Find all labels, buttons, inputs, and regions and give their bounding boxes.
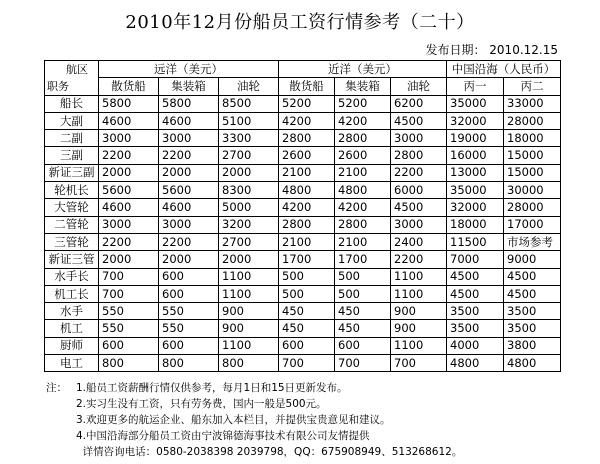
- wage-cell: 600: [159, 285, 219, 302]
- wage-cell: 3500: [447, 320, 504, 337]
- note-item: 3.欢迎更多的航运企业、船东加入本栏目，并提供宝贵意见和建议。: [76, 414, 391, 426]
- ship-type-header: 丙二: [504, 78, 561, 95]
- wage-cell: 32000: [447, 112, 504, 129]
- wage-cell: 450: [335, 320, 391, 337]
- wage-cell: 1700: [335, 251, 391, 268]
- wage-cell: 700: [391, 355, 447, 372]
- wage-cell: 2000: [219, 251, 279, 268]
- wage-cell: 1100: [219, 285, 279, 302]
- wage-cell: 500: [335, 285, 391, 302]
- wage-cell: 2000: [159, 164, 219, 181]
- wage-cell: 550: [99, 303, 159, 320]
- table-row: [45, 199, 561, 216]
- wage-cell: 2000: [159, 251, 219, 268]
- table-row: [45, 182, 561, 199]
- ship-type-header: 集装箱: [159, 78, 219, 95]
- wage-cell: 28000: [504, 112, 561, 129]
- role-cell: 电工: [45, 355, 99, 372]
- wage-cell: 2200: [159, 233, 219, 250]
- wage-cell: 2000: [99, 164, 159, 181]
- publish-date: 发布日期： 2010.12.15: [425, 43, 558, 57]
- note-item: 2.实习生没有工资，只有劳务费，国内一般是500元。: [76, 398, 327, 410]
- wage-cell: 2800: [279, 216, 335, 233]
- wage-cell: 4600: [99, 199, 159, 216]
- wage-cell: 700: [99, 268, 159, 285]
- role-cell: 大管轮: [45, 199, 99, 216]
- wage-cell: 5200: [335, 95, 391, 112]
- role-cell: 大副: [45, 112, 99, 129]
- wage-cell: 3000: [99, 216, 159, 233]
- wage-cell: 35000: [447, 95, 504, 112]
- wage-cell: 3000: [159, 216, 219, 233]
- wage-cell: 2100: [335, 233, 391, 250]
- wage-cell: 450: [335, 303, 391, 320]
- table-row: [45, 216, 561, 233]
- wage-cell: 15000: [504, 164, 561, 181]
- wage-cell: 4200: [335, 112, 391, 129]
- wage-cell: 4200: [335, 199, 391, 216]
- ship-type-header: 油轮: [219, 78, 279, 95]
- role-cell: 新证三管: [45, 251, 99, 268]
- role-cell: 轮机长: [45, 182, 99, 199]
- wage-cell: 900: [391, 320, 447, 337]
- wage-cell: 1100: [219, 268, 279, 285]
- wage-cell: 2800: [391, 147, 447, 164]
- wage-cell: 2100: [335, 164, 391, 181]
- wage-cell: 2000: [99, 251, 159, 268]
- wage-cell: 900: [219, 303, 279, 320]
- wage-cell: 28000: [504, 199, 561, 216]
- wage-cell: 3300: [219, 130, 279, 147]
- wage-cell: 4500: [504, 285, 561, 302]
- wage-cell: 5800: [159, 95, 219, 112]
- wage-cell: 4800: [504, 355, 561, 372]
- header-row-regions: [45, 61, 561, 78]
- wage-table: [44, 60, 561, 372]
- wage-cell: 4200: [279, 199, 335, 216]
- wage-cell: 市场参考: [504, 233, 561, 250]
- wage-cell: 2700: [219, 147, 279, 164]
- corner-cell: [45, 61, 99, 96]
- wage-cell: 6200: [391, 95, 447, 112]
- wage-cell: 33000: [504, 95, 561, 112]
- table-row: [45, 95, 561, 112]
- role-cell: 三管轮: [45, 233, 99, 250]
- wage-cell: 600: [335, 337, 391, 354]
- role-cell: 水手长: [45, 268, 99, 285]
- wage-cell: 11500: [447, 233, 504, 250]
- wage-cell: 4800: [335, 182, 391, 199]
- wage-cell: 700: [335, 355, 391, 372]
- note-item: 1.船员工资薪酬行情仅供参考，每月1日和15日更新发布。: [76, 382, 348, 394]
- table-row: [45, 130, 561, 147]
- wage-cell: 4500: [504, 268, 561, 285]
- wage-cell: 2100: [279, 164, 335, 181]
- wage-cell: 2200: [391, 251, 447, 268]
- wage-cell: 600: [99, 337, 159, 354]
- wage-cell: 4500: [447, 285, 504, 302]
- notes-block: [46, 380, 462, 460]
- table-row: [45, 355, 561, 372]
- wage-cell: 4600: [159, 112, 219, 129]
- wage-cell: 2800: [335, 216, 391, 233]
- wage-cell: 19000: [447, 130, 504, 147]
- wage-cell: 6000: [391, 182, 447, 199]
- table-row: [45, 251, 561, 268]
- table-row: [45, 233, 561, 250]
- ship-type-header: 散货船: [99, 78, 159, 95]
- wage-cell: 13000: [447, 164, 504, 181]
- wage-cell: 4600: [99, 112, 159, 129]
- wage-cell: 3500: [447, 303, 504, 320]
- wage-cell: 4800: [279, 182, 335, 199]
- table-row: [45, 268, 561, 285]
- wage-cell: 9000: [504, 251, 561, 268]
- wage-cell: 800: [159, 355, 219, 372]
- wage-cell: 8500: [219, 95, 279, 112]
- wage-cell: 2200: [159, 147, 219, 164]
- table-row: [45, 112, 561, 129]
- wage-cell: 5800: [99, 95, 159, 112]
- wage-cell: 5100: [219, 112, 279, 129]
- wage-cell: 5200: [279, 95, 335, 112]
- wage-cell: 1100: [219, 337, 279, 354]
- corner-bottom-label: 职务: [47, 79, 69, 93]
- wage-cell: 3000: [159, 130, 219, 147]
- notes-label: 注：: [46, 382, 67, 394]
- role-cell: 船长: [45, 95, 99, 112]
- wage-cell: 3800: [504, 337, 561, 354]
- wage-cell: 4800: [447, 355, 504, 372]
- wage-cell: 18000: [504, 130, 561, 147]
- region-header-coastal: 中国沿海（人民币）: [447, 61, 561, 78]
- wage-cell: 3500: [504, 303, 561, 320]
- wage-cell: 2700: [219, 233, 279, 250]
- wage-cell: 2000: [219, 164, 279, 181]
- wage-cell: 600: [159, 337, 219, 354]
- ship-type-header: 散货船: [279, 78, 335, 95]
- wage-cell: 1100: [391, 337, 447, 354]
- page-title: 2010年12月份船员工资行情参考（二十）: [125, 12, 475, 33]
- wage-cell: 3200: [219, 216, 279, 233]
- table-row: [45, 147, 561, 164]
- wage-cell: 700: [99, 285, 159, 302]
- wage-cell: 900: [219, 320, 279, 337]
- wage-cell: 800: [99, 355, 159, 372]
- wage-cell: 3000: [99, 130, 159, 147]
- wage-cell: 16000: [447, 147, 504, 164]
- table-row: [45, 164, 561, 181]
- wage-cell: 4500: [391, 199, 447, 216]
- ship-type-header: 油轮: [391, 78, 447, 95]
- wage-cell: 1100: [391, 285, 447, 302]
- role-cell: 机工: [45, 320, 99, 337]
- role-cell: 二副: [45, 130, 99, 147]
- wage-cell: 900: [391, 303, 447, 320]
- wage-cell: 700: [279, 355, 335, 372]
- wage-cell: 500: [279, 285, 335, 302]
- wage-cell: 550: [159, 303, 219, 320]
- wage-cell: 2200: [99, 233, 159, 250]
- wage-cell: 18000: [447, 216, 504, 233]
- role-cell: 厨师: [45, 337, 99, 354]
- wage-cell: 2800: [279, 130, 335, 147]
- wage-cell: 4200: [279, 112, 335, 129]
- wage-cell: 2400: [391, 233, 447, 250]
- wage-cell: 2100: [279, 233, 335, 250]
- role-cell: 三副: [45, 147, 99, 164]
- wage-cell: 4500: [447, 268, 504, 285]
- wage-cell: 500: [279, 268, 335, 285]
- wage-cell: 32000: [447, 199, 504, 216]
- role-cell: 新证三副: [45, 164, 99, 181]
- wage-cell: 5600: [159, 182, 219, 199]
- table-row: [45, 303, 561, 320]
- ship-type-header: 集装箱: [335, 78, 391, 95]
- note-item: 详情咨询电话：0580-2038398 2039798，QQ：675908949、513268612。: [76, 446, 463, 458]
- header-row-ship-types: [45, 78, 561, 95]
- wage-cell: 550: [99, 320, 159, 337]
- wage-cell: 7000: [447, 251, 504, 268]
- wage-cell: 600: [279, 337, 335, 354]
- note-item: 4.中国沿海部分船员工资由宁波锦德海事技术有限公司友情提供: [76, 430, 370, 442]
- wage-cell: 3000: [391, 130, 447, 147]
- wage-cell: 2200: [99, 147, 159, 164]
- wage-cell: 30000: [504, 182, 561, 199]
- region-header-ocean: 远洋（美元）: [99, 61, 279, 78]
- wage-cell: 5600: [99, 182, 159, 199]
- wage-cell: 2600: [335, 147, 391, 164]
- wage-cell: 15000: [504, 147, 561, 164]
- wage-cell: 450: [279, 303, 335, 320]
- wage-cell: 4600: [159, 199, 219, 216]
- wage-cell: 4500: [391, 112, 447, 129]
- wage-cell: 8300: [219, 182, 279, 199]
- table-row: [45, 320, 561, 337]
- role-cell: 水手: [45, 303, 99, 320]
- wage-cell: 5000: [219, 199, 279, 216]
- wage-cell: 800: [219, 355, 279, 372]
- wage-cell: 2600: [279, 147, 335, 164]
- wage-cell: 2200: [391, 164, 447, 181]
- wage-cell: 3500: [504, 320, 561, 337]
- wage-cell: 1700: [279, 251, 335, 268]
- wage-cell: 17000: [504, 216, 561, 233]
- wage-cell: 550: [159, 320, 219, 337]
- region-header-nearsea: 近洋（美元）: [279, 61, 447, 78]
- wage-cell: 4000: [447, 337, 504, 354]
- wage-cell: 1100: [391, 268, 447, 285]
- corner-top-label: 航区: [66, 63, 88, 76]
- wage-cell: 2800: [335, 130, 391, 147]
- table-row: [45, 337, 561, 354]
- wage-cell: 450: [279, 320, 335, 337]
- role-cell: 二管轮: [45, 216, 99, 233]
- wage-cell: 600: [159, 268, 219, 285]
- table-row: [45, 285, 561, 302]
- ship-type-header: 丙一: [447, 78, 504, 95]
- role-cell: 机工长: [45, 285, 99, 302]
- wage-cell: 3000: [391, 216, 447, 233]
- wage-cell: 35000: [447, 182, 504, 199]
- wage-cell: 500: [335, 268, 391, 285]
